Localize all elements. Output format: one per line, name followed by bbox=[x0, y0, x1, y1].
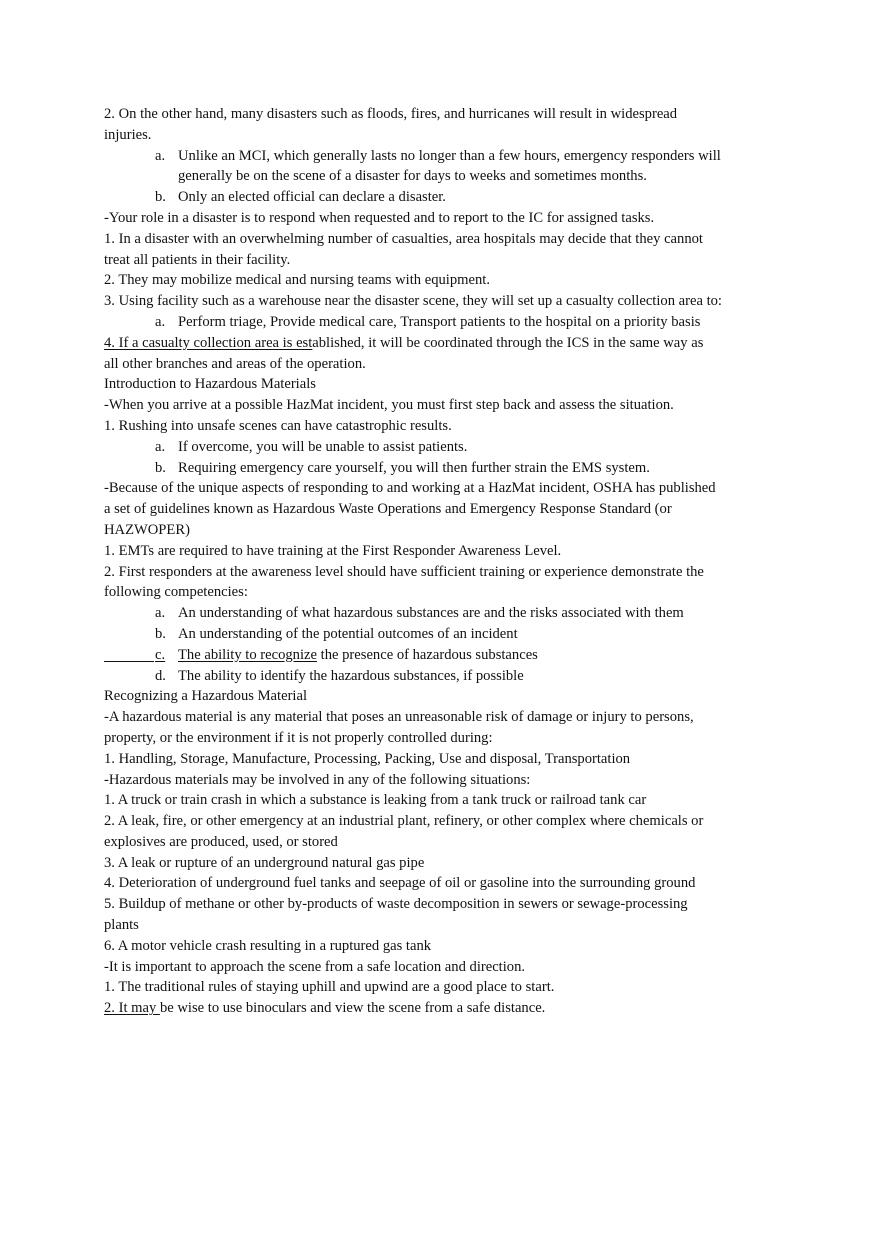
text-line bbox=[104, 166, 774, 187]
underline-blank bbox=[104, 647, 154, 662]
text-line bbox=[104, 437, 774, 458]
text-line bbox=[104, 146, 774, 167]
line-text: 1. Handling, Storage, Manufacture, Processing, Packing, Use and disposal, Transportation bbox=[104, 750, 631, 767]
text-line bbox=[104, 915, 774, 936]
line-text: Recognizing a Hazardous Material bbox=[104, 688, 308, 705]
line-text: HAZWOPER) bbox=[104, 521, 190, 538]
list-marker: c. bbox=[155, 646, 166, 663]
text-line bbox=[104, 250, 774, 271]
text-line bbox=[104, 957, 774, 978]
list-marker: a. bbox=[155, 438, 166, 455]
text-line bbox=[104, 790, 774, 811]
text-line bbox=[104, 686, 774, 707]
line-text: 1. Rushing into unsafe scenes can have catastrophic results. bbox=[104, 417, 452, 434]
text-line bbox=[104, 229, 774, 250]
line-text: 2. First responders at the awareness level should have sufficient training or experience demonstrate the bbox=[104, 563, 704, 580]
underlined-text: 4. If a casualty collection area is est bbox=[104, 334, 313, 351]
line-text: -When you arrive at a possible HazMat incident, you must first step back and assess the situation. bbox=[104, 397, 674, 414]
line-text: Only an elected official can declare a disaster. bbox=[178, 189, 446, 206]
text-line bbox=[104, 998, 774, 1019]
list-marker: d. bbox=[155, 667, 166, 684]
line-text: property, or the environment if it is not properly controlled during: bbox=[104, 729, 493, 746]
text-line bbox=[104, 541, 774, 562]
text-line bbox=[104, 478, 774, 499]
list-marker: a. bbox=[155, 313, 166, 330]
line-text: plants bbox=[104, 917, 139, 934]
text-line bbox=[104, 187, 774, 208]
line-text: 3. Using facility such as a warehouse near the disaster scene, they will set up a casualty collection area to: bbox=[104, 293, 722, 310]
line-text: injuries. bbox=[104, 126, 152, 143]
line-text: Perform triage, Provide medical care, Transport patients to the hospital on a priority basis bbox=[178, 313, 701, 330]
line-text: Introduction to Hazardous Materials bbox=[104, 376, 316, 393]
line-text: ablished, it will be coordinated through the ICS in the same way as bbox=[312, 334, 704, 351]
line-text: -Hazardous materials may be involved in any of the following situations: bbox=[104, 771, 531, 788]
line-text: a set of guidelines known as Hazardous Waste Operations and Emergency Response Standard (or bbox=[104, 501, 672, 518]
text-line bbox=[104, 624, 774, 645]
line-text: 4. Deterioration of underground fuel tanks and seepage of oil or gasoline into the surrounding ground bbox=[104, 875, 696, 892]
list-marker: b. bbox=[155, 625, 166, 642]
text-line bbox=[104, 562, 774, 583]
text-line bbox=[104, 603, 774, 624]
line-text: 1. EMTs are required to have training at the First Responder Awareness Level. bbox=[104, 542, 562, 559]
line-text: -Because of the unique aspects of responding to and working at a HazMat incident, OSHA has published bbox=[104, 480, 716, 497]
text-line bbox=[104, 333, 774, 354]
text-line bbox=[104, 832, 774, 853]
text-line bbox=[104, 728, 774, 749]
line-text: 2. On the other hand, many disasters such as floods, fires, and hurricanes will result in widespread bbox=[104, 106, 678, 122]
line-text: Unlike an MCI, which generally lasts no longer than a few hours, emergency responders will bbox=[178, 147, 721, 164]
text-line bbox=[104, 270, 774, 291]
text-line bbox=[104, 125, 774, 146]
line-text: An understanding of what hazardous substances are and the risks associated with them bbox=[178, 605, 684, 622]
text-line bbox=[104, 770, 774, 791]
line-text: 1. In a disaster with an overwhelming number of casualties, area hospitals may decide that they cannot bbox=[104, 230, 703, 247]
line-text: all other branches and areas of the operation. bbox=[104, 355, 366, 372]
line-text: the presence of hazardous substances bbox=[317, 646, 538, 663]
line-text: 1. The traditional rules of staying uphill and upwind are a good place to start. bbox=[104, 979, 555, 996]
text-line bbox=[104, 873, 774, 894]
text-line bbox=[104, 749, 774, 770]
line-text: 6. A motor vehicle crash resulting in a ruptured gas tank bbox=[104, 937, 432, 954]
line-text: 3. A leak or rupture of an underground natural gas pipe bbox=[104, 854, 425, 871]
text-line bbox=[104, 582, 774, 603]
text-line bbox=[104, 520, 774, 541]
text-line bbox=[104, 499, 774, 520]
line-text: An understanding of the potential outcomes of an incident bbox=[178, 625, 518, 642]
line-text: -It is important to approach the scene from a safe location and direction. bbox=[104, 958, 526, 975]
text-line bbox=[104, 853, 774, 874]
line-text: be wise to use binoculars and view the scene from a safe distance. bbox=[159, 1000, 546, 1017]
text-line bbox=[104, 707, 774, 728]
line-text: generally be on the scene of a disaster for days to weeks and sometimes months. bbox=[178, 168, 647, 185]
text-line bbox=[104, 291, 774, 312]
underlined-text: The ability to recognize bbox=[178, 646, 317, 663]
line-text: 2. A leak, fire, or other emergency at an industrial plant, refinery, or other complex where chemicals or bbox=[104, 813, 704, 830]
line-text: 5. Buildup of methane or other by-products of waste decomposition in sewers or sewage-processing bbox=[104, 896, 688, 913]
line-text: explosives are produced, used, or stored bbox=[104, 833, 338, 850]
list-marker: a. bbox=[155, 605, 166, 622]
underlined-text: 2. It may bbox=[104, 1000, 160, 1017]
text-line bbox=[104, 458, 774, 479]
list-marker: a. bbox=[155, 147, 166, 164]
text-line bbox=[104, 936, 774, 957]
line-text: 1. A truck or train crash in which a substance is leaking from a tank truck or railroad tank car bbox=[104, 792, 647, 809]
line-text: treat all patients in their facility. bbox=[104, 251, 291, 268]
text-line bbox=[104, 894, 774, 915]
line-text: The ability to identify the hazardous substances, if possible bbox=[178, 667, 524, 684]
text-line bbox=[104, 811, 774, 832]
line-text: -A hazardous material is any material that poses an unreasonable risk of damage or injury to persons, bbox=[104, 709, 694, 726]
text-line bbox=[104, 977, 774, 998]
list-marker: b. bbox=[155, 459, 166, 476]
text-line bbox=[104, 395, 774, 416]
text-line bbox=[104, 104, 774, 125]
line-text: 2. They may mobilize medical and nursing teams with equipment. bbox=[104, 272, 490, 289]
line-text: following competencies: bbox=[104, 584, 248, 601]
text-line bbox=[104, 354, 774, 375]
text-line bbox=[104, 208, 774, 229]
list-marker: b. bbox=[155, 189, 166, 206]
text-line bbox=[104, 374, 774, 395]
document-body bbox=[104, 104, 774, 1019]
line-text: Requiring emergency care yourself, you will then further strain the EMS system. bbox=[178, 459, 650, 476]
text-line bbox=[104, 666, 774, 687]
text-line bbox=[104, 645, 774, 666]
text-line bbox=[104, 416, 774, 437]
line-text: -Your role in a disaster is to respond when requested and to report to the IC for assigned tasks. bbox=[104, 209, 655, 226]
text-line bbox=[104, 312, 774, 333]
line-text: If overcome, you will be unable to assist patients. bbox=[178, 438, 468, 455]
